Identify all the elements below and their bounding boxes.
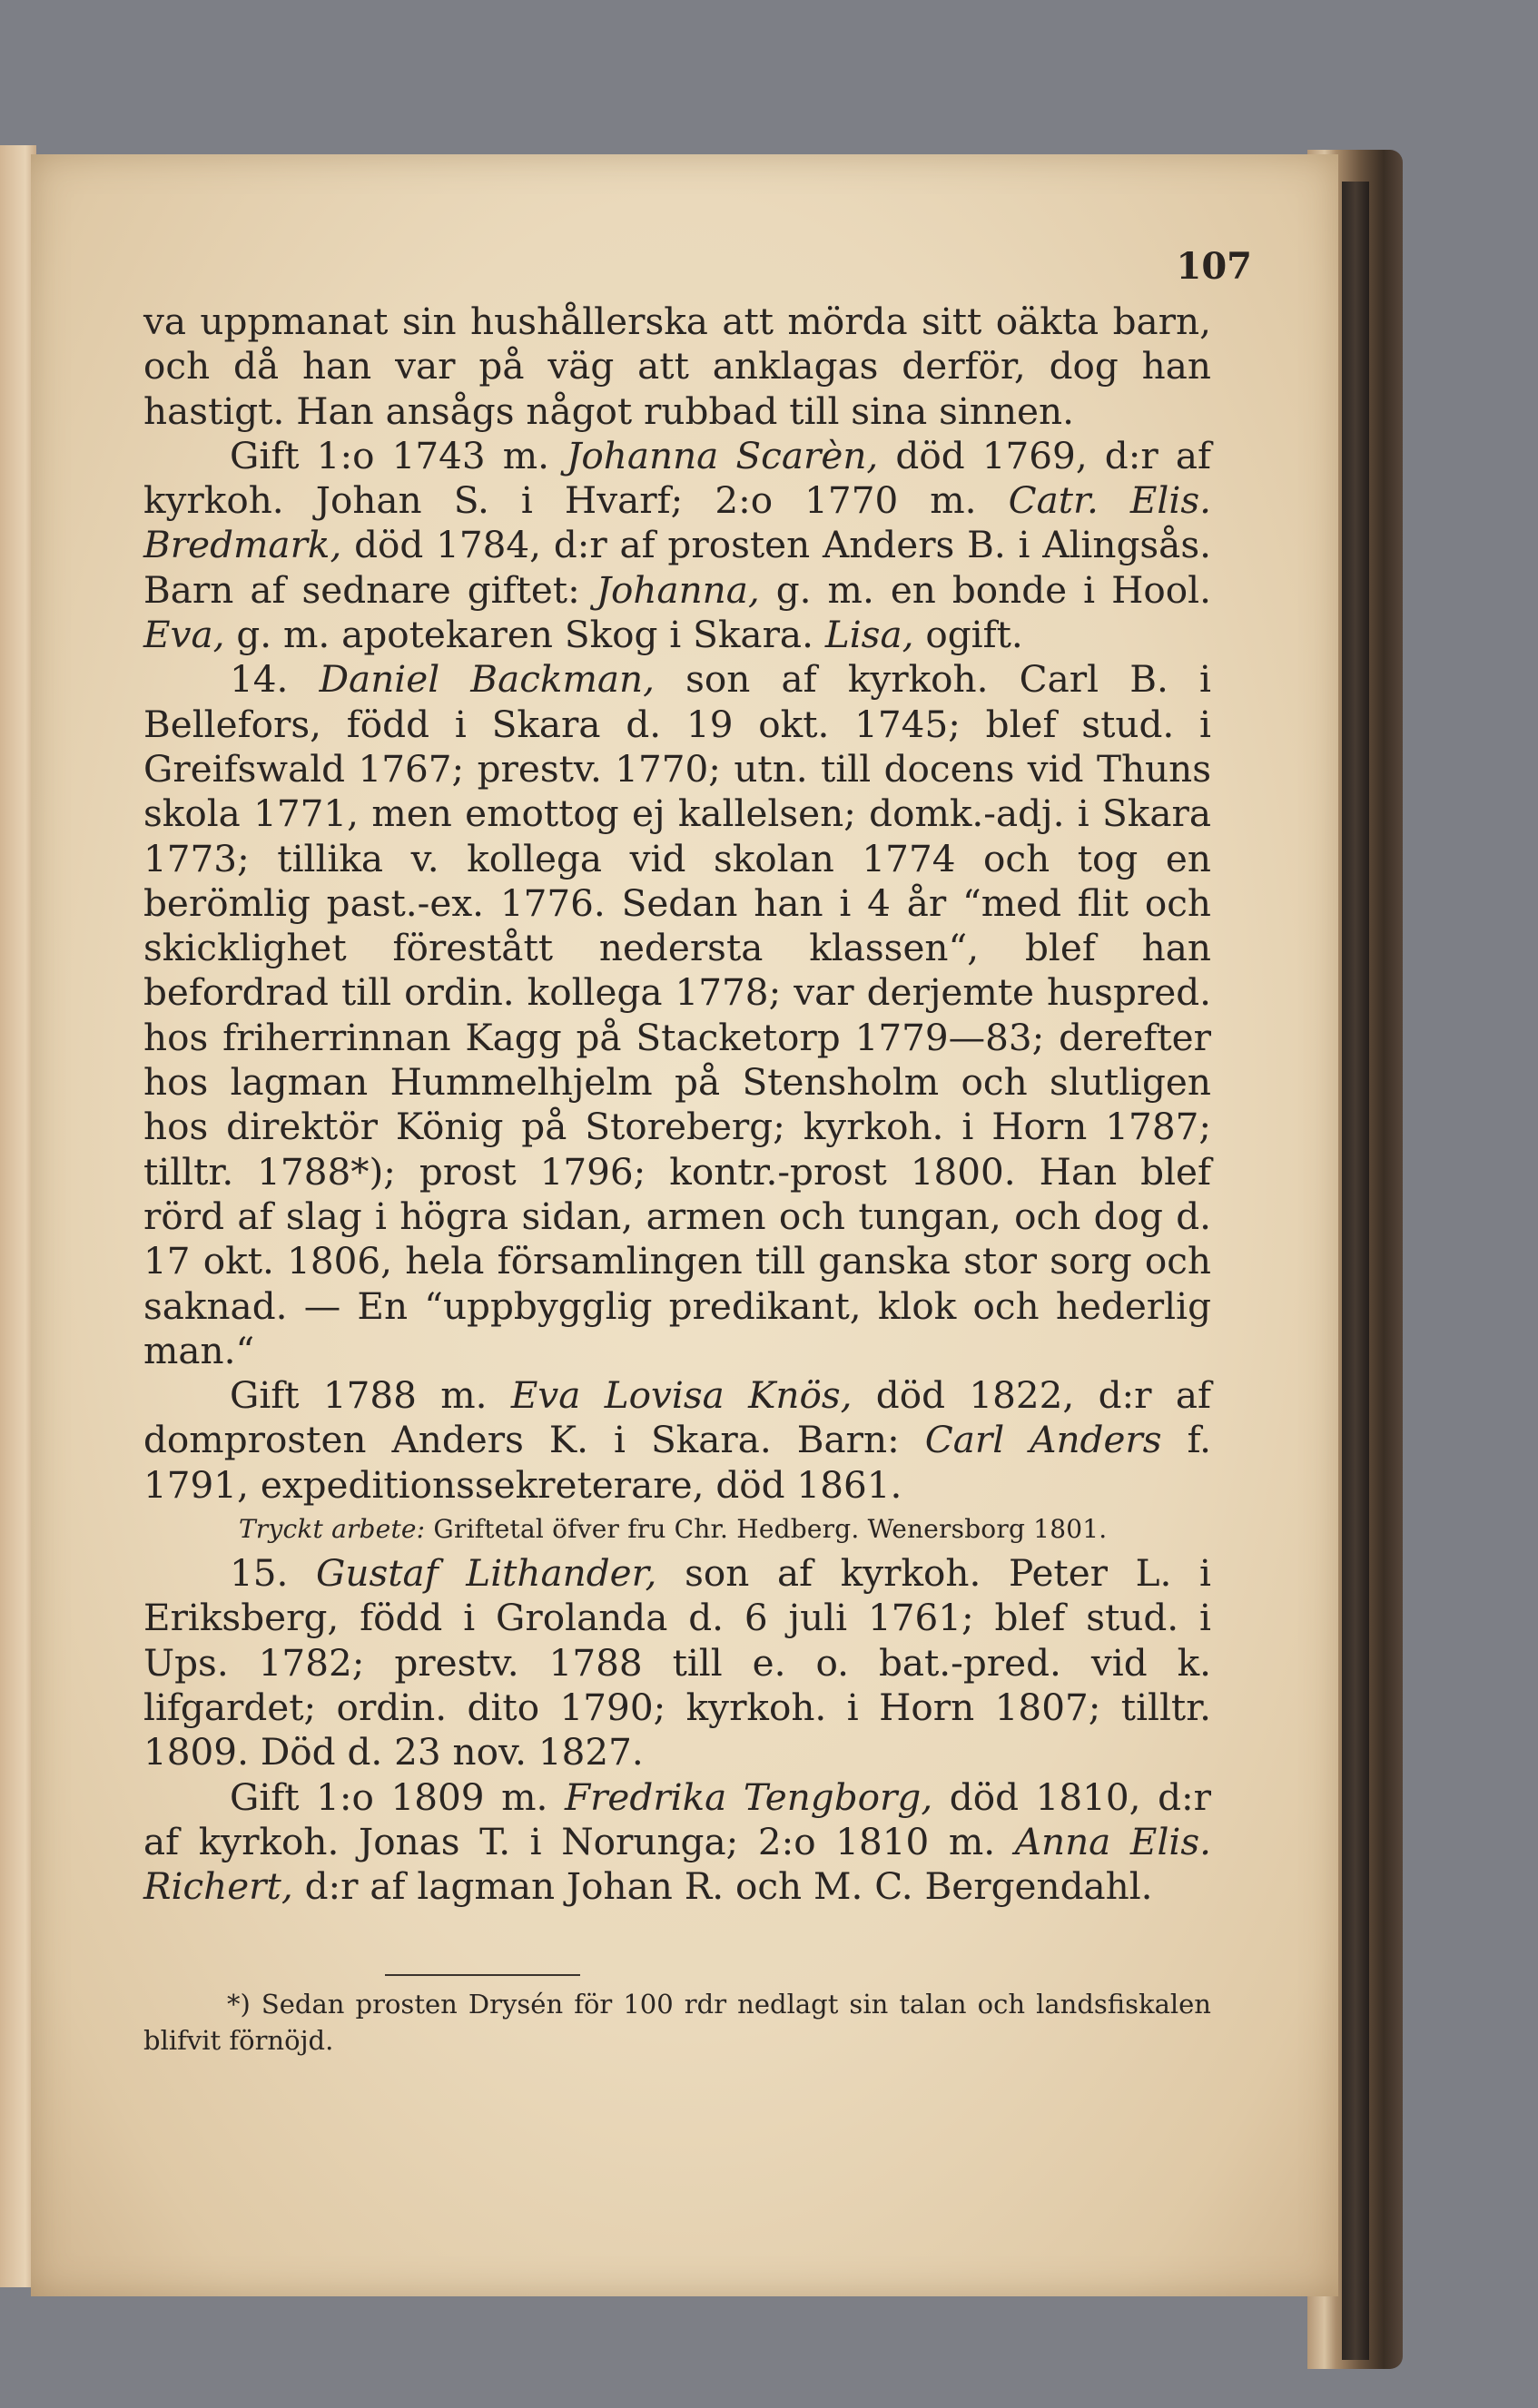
text-run: va uppmanat sin hushållerska att mörda sitt oäkta barn, och då han var på väg att anklagas derför, dog han hastigt. Han ansågs något rubbad till sina sinnen. — [143, 300, 1211, 433]
printed-work-label: Tryckt arbete: — [239, 1514, 426, 1545]
paragraph-4 — [143, 1373, 1211, 1508]
text-run: Gift 1:o 1743 m. — [230, 433, 567, 477]
body-text — [143, 300, 1211, 1909]
italic-name: Fredrika Tengborg, — [564, 1774, 933, 1819]
italic-name: Carl Anders — [924, 1418, 1162, 1462]
printed-work-text: Griftetal öfver fru Chr. Hedberg. Wenersborg 1801. — [425, 1514, 1108, 1545]
entry-15-lithander — [143, 1551, 1211, 1774]
text-run: Gift 1788 m. — [230, 1373, 511, 1418]
text-run: son af kyrkoh. Carl B. i Bellefors, född i Skara d. 19 okt. 1745; blef stud. i Greifswald 1767; prestv. 1770; utn. till docens vid Thuns skola 1771, men emottog ej kallelsen; domk.-adj. i Skara 1773; tillika v. kollega vid skolan 1774 och tog en berömlig past.-ex. 1776. Sedan han i 4 år “med flit och skicklighet förestått nedersta klassen“, blef han befordrad till ordin. kollega 1778; var derjemte huspred. hos friherrinnan Kagg på Stacketorp 1779—83; derefter hos lagman Hummelhjelm på Stensholm och slutligen hos direktör König på Storeberg; kyrkoh. i Horn 1787; tilltr. 1788*); prost 1796; kontr.-prost 1800. Han blef rörd af slag i högra sidan, armen och tungan, och dog d. 17 okt. 1806, hela församlingen till ganska stor sorg och saknad. — En “uppbygglig predikant, klok och hederlig man.“ — [143, 657, 1211, 1372]
footnote-text: *) Sedan prosten Drysén för 100 rdr nedlagt sin talan och landsfiskalen blifvit förnöjd. — [143, 1989, 1211, 2056]
text-run: 15. — [230, 1551, 317, 1596]
book-cover-edge — [1342, 182, 1369, 2360]
paragraph-6 — [143, 1775, 1211, 1910]
entry-14-backman — [143, 657, 1211, 1373]
text-run: 14. — [230, 657, 320, 702]
italic-name: Lisa, — [824, 613, 914, 657]
text-run: son af kyrkoh. Peter L. i Eriksberg, född i Grolanda d. 6 juli 1761; blef stud. i Ups. 1782; prestv. 1788 till e. o. bat.-pred. vid k. lifgardet; ordin. dito 1790; kyrkoh. i Horn 1807; tilltr. 1809. Död d. 23 nov. 1827. — [143, 1551, 1211, 1774]
text-run: ogift. — [913, 613, 1023, 657]
footnote — [143, 1986, 1211, 2059]
italic-name: Gustaf Lithander, — [316, 1551, 657, 1596]
italic-name: Anna Elis. Richert, — [143, 1819, 1212, 1909]
paragraph-1 — [143, 300, 1211, 434]
printed-work-line — [143, 1508, 1211, 1551]
text-run: d:r af lagman Johan R. och M. C. Bergendahl. — [292, 1864, 1153, 1909]
text-run: död 1822, d:r af domprosten Anders K. i Skara. Barn: — [143, 1373, 1211, 1462]
italic-name: Johanna Scarèn, — [567, 433, 879, 477]
text-run: g. m. en bonde i Hool. — [759, 567, 1211, 612]
text-run: f. 1791, expeditionssekreterare, död 1861. — [143, 1418, 1211, 1507]
footnote-rule — [385, 1974, 580, 1976]
italic-name: Daniel Backman, — [319, 657, 655, 702]
text-run: död 1784, d:r af prosten Anders B. i Alingsås. Barn af sednare giftet: — [143, 523, 1211, 612]
page-number: 107 — [1176, 245, 1252, 288]
italic-name: Eva Lovisa Knös, — [510, 1373, 853, 1418]
text-run: g. m. apotekaren Skog i Skara. — [224, 613, 825, 657]
italic-name: Eva, — [143, 613, 225, 657]
paragraph-2 — [143, 434, 1211, 657]
text-run: död 1810, d:r af kyrkoh. Jonas T. i Norunga; 2:o 1810 m. — [143, 1774, 1211, 1863]
italic-name: Johanna, — [596, 567, 760, 612]
italic-name: Catr. Elis. Bredmark, — [143, 478, 1211, 567]
text-run: Gift 1:o 1809 m. — [230, 1774, 565, 1819]
text-run: död 1769, d:r af kyrkoh. Johan S. i Hvarf; 2:o 1770 m. — [143, 433, 1211, 523]
book-page — [31, 154, 1338, 2296]
